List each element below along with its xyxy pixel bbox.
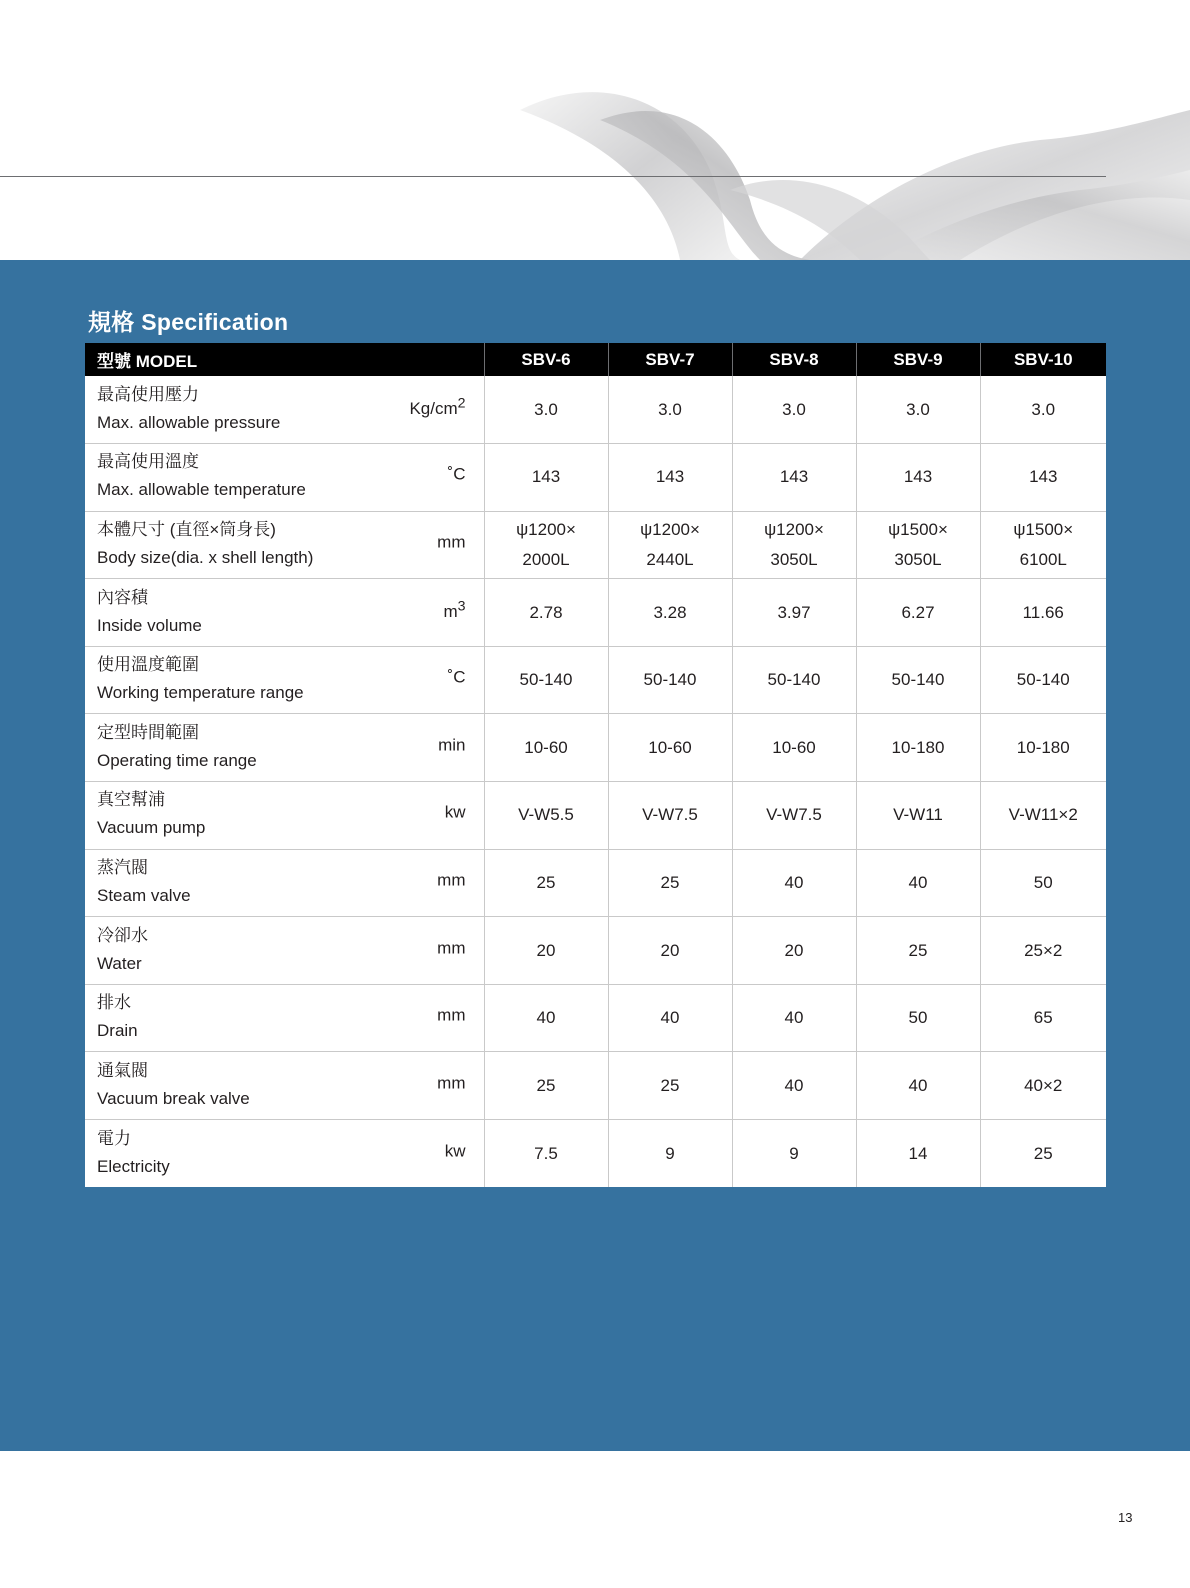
table-row: [85, 849, 1106, 917]
row-label-zh: 通氣閥: [97, 1060, 148, 1080]
value-cell: 50-140: [980, 646, 1106, 714]
row-label-zh: 排水: [97, 993, 131, 1013]
row-label-cell: [85, 444, 484, 512]
row-unit-base: mm: [437, 532, 466, 552]
value-line-2: 2000L: [522, 549, 570, 569]
table-row: [85, 714, 1106, 782]
header-sbv-9: SBV-9: [856, 343, 980, 376]
value-cell: [856, 511, 980, 579]
header-sbv-6: SBV-6: [484, 343, 608, 376]
row-label-zh: 定型時間範圍: [97, 722, 199, 742]
value-cell: V-W11×2: [980, 782, 1106, 850]
row-label-en: Steam valve: [97, 885, 191, 905]
value-cell: 3.0: [608, 376, 732, 444]
value-cell: 3.28: [608, 579, 732, 647]
row-label-cell: [85, 714, 484, 782]
value-cell: 9: [732, 1120, 856, 1188]
value-cell: 25: [608, 849, 732, 917]
row-unit: [437, 533, 465, 553]
value-cell: 143: [608, 444, 732, 512]
row-label-zh: 最高使用壓力: [97, 384, 199, 404]
decorative-swirl-graphic: [480, 80, 1190, 260]
value-line-1: ψ1500×: [888, 519, 948, 539]
header-sbv-8: SBV-8: [732, 343, 856, 376]
row-unit-base: mm: [437, 1005, 466, 1025]
value-line-2: 2440L: [646, 549, 694, 569]
value-cell: 20: [732, 917, 856, 985]
row-unit: [445, 803, 466, 823]
row-unit-base: min: [438, 735, 466, 755]
row-unit: [448, 465, 466, 485]
row-unit: [438, 735, 465, 755]
value-cell: 3.0: [484, 376, 608, 444]
top-rule-line: [0, 176, 1106, 177]
value-cell: 50: [980, 849, 1106, 917]
value-cell: V-W7.5: [608, 782, 732, 850]
value-cell: 143: [856, 444, 980, 512]
value-cell: [732, 511, 856, 579]
value-cell: 40: [608, 984, 732, 1052]
row-label-cell: [85, 646, 484, 714]
row-unit-base: kw: [444, 802, 466, 822]
table-row: [85, 376, 1106, 444]
value-line-1: ψ1200×: [640, 519, 700, 539]
value-cell: 25: [608, 1052, 732, 1120]
value-line-2: 3050L: [894, 549, 942, 569]
row-label-zh: 冷卻水: [97, 925, 148, 945]
row-unit-base: mm: [437, 870, 466, 890]
row-unit-base: mm: [437, 938, 466, 958]
value-cell: 143: [732, 444, 856, 512]
row-label-zh: 使用溫度範圍: [97, 655, 199, 675]
row-label-cell: [85, 511, 484, 579]
value-cell: 65: [980, 984, 1106, 1052]
row-unit-base: Kg/cm: [409, 398, 458, 418]
value-cell: 25: [856, 917, 980, 985]
row-unit-base: ˚C: [447, 667, 466, 687]
row-unit: [437, 871, 465, 891]
row-label-cell: [85, 1120, 484, 1188]
value-cell: 40: [732, 1052, 856, 1120]
value-cell: 25: [484, 849, 608, 917]
row-label-en: Inside volume: [97, 615, 202, 635]
value-line-1: ψ1200×: [764, 519, 824, 539]
value-cell: [608, 511, 732, 579]
row-unit-base: m: [443, 601, 458, 621]
row-label-zh: 最高使用溫度: [97, 452, 199, 472]
header-sbv-7: SBV-7: [608, 343, 732, 376]
row-unit: [437, 1073, 465, 1093]
row-unit-base: kw: [444, 1141, 466, 1161]
row-label-en: Operating time range: [97, 750, 257, 770]
value-cell: 50-140: [732, 646, 856, 714]
value-cell: 7.5: [484, 1120, 608, 1188]
value-cell: 40: [732, 984, 856, 1052]
row-label-en: Electricity: [97, 1156, 170, 1176]
row-label-cell: [85, 984, 484, 1052]
value-cell: 10-60: [484, 714, 608, 782]
table-row: [85, 984, 1106, 1052]
value-cell: 40×2: [980, 1052, 1106, 1120]
value-cell: 50-140: [608, 646, 732, 714]
value-cell: 50-140: [856, 646, 980, 714]
value-cell: 50: [856, 984, 980, 1052]
row-label-cell: [85, 782, 484, 850]
row-label-en: Drain: [97, 1021, 138, 1041]
value-cell: 3.0: [980, 376, 1106, 444]
value-cell: 20: [484, 917, 608, 985]
header-model: 型號 MODEL: [85, 343, 484, 376]
value-line-2: 6100L: [1019, 549, 1067, 569]
row-label-en: Water: [97, 953, 142, 973]
row-label-cell: [85, 376, 484, 444]
value-cell: 9: [608, 1120, 732, 1188]
value-cell: 10-180: [980, 714, 1106, 782]
row-label-cell: [85, 917, 484, 985]
row-label-en: Body size(dia. x shell length): [97, 547, 314, 567]
row-unit-base: ˚C: [447, 464, 466, 484]
table-row: [85, 782, 1106, 850]
value-line-2: 3050L: [770, 549, 818, 569]
row-label-zh: 本體尺寸 (直徑×筒身長): [97, 519, 276, 539]
row-unit-base: mm: [437, 1073, 466, 1093]
value-cell: 14: [856, 1120, 980, 1188]
value-cell: 143: [484, 444, 608, 512]
row-unit: [437, 1006, 465, 1026]
row-label-zh: 電力: [97, 1128, 131, 1148]
table-row: [85, 444, 1106, 512]
value-cell: V-W5.5: [484, 782, 608, 850]
value-cell: 25×2: [980, 917, 1106, 985]
table-header-row: [85, 343, 1106, 376]
value-cell: 50-140: [484, 646, 608, 714]
row-label-cell: [85, 579, 484, 647]
table-row: [85, 1052, 1106, 1120]
row-unit-exponent: 2: [457, 394, 466, 411]
value-cell: 40: [484, 984, 608, 1052]
row-unit-exponent: 3: [457, 597, 466, 614]
value-line-1: ψ1500×: [1013, 519, 1074, 539]
row-label-zh: 內容積: [97, 587, 148, 607]
row-label-en: Working temperature range: [97, 683, 304, 703]
page-header-area: [0, 0, 1190, 260]
page-number: 13: [1118, 1510, 1133, 1525]
value-cell: 10-180: [856, 714, 980, 782]
value-cell: 3.0: [856, 376, 980, 444]
row-label-cell: [85, 1052, 484, 1120]
spec-table: [85, 343, 1106, 1187]
value-cell: 25: [980, 1120, 1106, 1188]
value-cell: 2.78: [484, 579, 608, 647]
header-sbv-10: SBV-10: [980, 343, 1106, 376]
value-cell: 3.0: [732, 376, 856, 444]
row-unit: [443, 598, 465, 622]
row-label-en: Vacuum pump: [97, 818, 206, 838]
value-cell: 10-60: [732, 714, 856, 782]
row-label-en: Max. allowable temperature: [97, 480, 306, 500]
value-cell: 3.97: [732, 579, 856, 647]
row-unit: [409, 395, 465, 419]
row-label-zh: 蒸汽閥: [97, 857, 148, 877]
value-cell: 11.66: [980, 579, 1106, 647]
value-cell: 40: [856, 1052, 980, 1120]
row-label-en: Vacuum break valve: [97, 1088, 250, 1108]
value-cell: V-W7.5: [732, 782, 856, 850]
value-cell: 20: [608, 917, 732, 985]
table-row: [85, 511, 1106, 579]
table-row: [85, 579, 1106, 647]
row-unit: [437, 938, 465, 958]
value-cell: V-W11: [856, 782, 980, 850]
value-cell: 10-60: [608, 714, 732, 782]
value-cell: [980, 511, 1106, 579]
table-row: [85, 917, 1106, 985]
table-row: [85, 1120, 1106, 1188]
value-cell: 25: [484, 1052, 608, 1120]
value-cell: 40: [732, 849, 856, 917]
value-cell: 143: [980, 444, 1106, 512]
table-row: [85, 646, 1106, 714]
row-label-cell: [85, 849, 484, 917]
value-line-1: ψ1200×: [516, 519, 576, 539]
value-cell: 40: [856, 849, 980, 917]
section-title: 規格 Specification: [88, 309, 289, 335]
row-label-zh: 真空幫浦: [97, 790, 165, 810]
value-cell: [484, 511, 608, 579]
value-cell: 6.27: [856, 579, 980, 647]
row-unit: [448, 668, 466, 688]
row-unit: [445, 1141, 466, 1161]
row-label-en: Max. allowable pressure: [97, 412, 281, 432]
